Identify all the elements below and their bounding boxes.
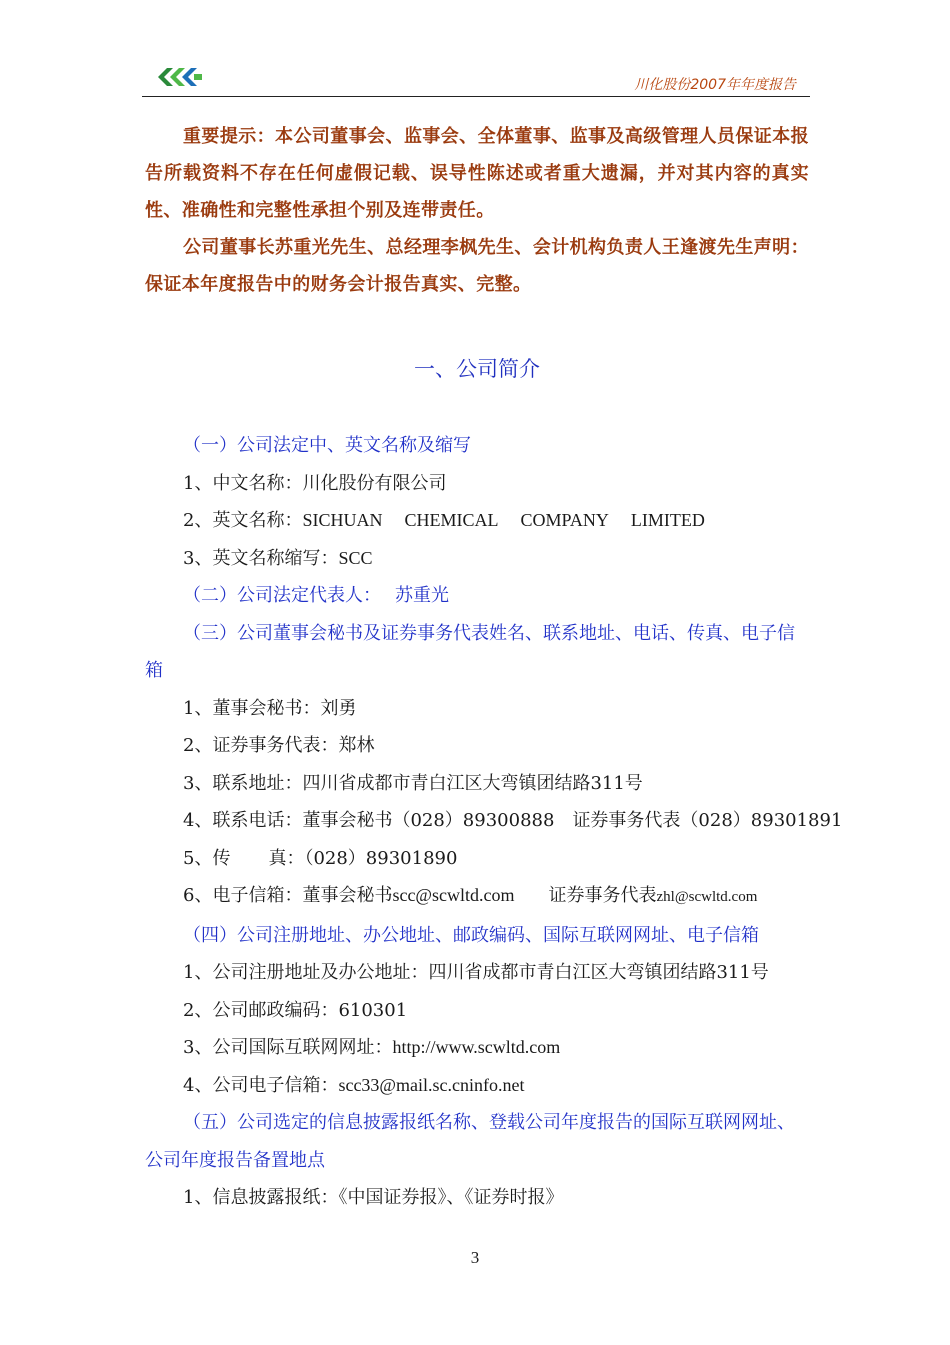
contact-phone-rep: 证券事务代表（028）89301891 [572, 810, 843, 831]
company-email-line [145, 1067, 809, 1105]
subsection-5-title: （五）公司选定的信息披露报纸名称、登载公司年度报告的国际互联网网址、公司年度报告备置地点 [145, 1112, 795, 1171]
contact-address-value: 四川省成都市青白江区大弯镇团结路311号 [302, 772, 643, 794]
email-rep-value: zhl@scwltd.com [656, 889, 758, 905]
chinese-name-line [145, 465, 809, 503]
disclosure-paper-line [145, 1179, 809, 1217]
page-content [145, 118, 843, 1217]
website-value: http://www.scwltd.com [392, 1037, 561, 1057]
disclosure-paper-value: 《中国证券报》、《证券时报》 [338, 1187, 564, 1208]
subsection-4-title: （四）公司注册地址、办公地址、邮政编码、国际互联网网址、电子信箱 [183, 924, 759, 946]
page-header [142, 62, 810, 97]
english-name-word: LIMITED [630, 510, 705, 530]
page-number: 3 [470, 1248, 480, 1267]
website-label: 3、公司国际互联网网址： [183, 1037, 393, 1058]
email-line [145, 877, 809, 917]
board-secretary-line [145, 690, 809, 728]
postal-code-value: 610301 [338, 999, 408, 1021]
english-name-label: 2、英文名称： [183, 510, 303, 531]
registered-address-line [145, 954, 809, 992]
english-abbr-label: 3、英文名称缩写： [183, 547, 339, 569]
email-secretary-value: scc@scwltd.com [392, 885, 515, 905]
english-name-word: CHEMICAL [404, 510, 499, 530]
subsection-2-title [145, 577, 809, 615]
securities-rep-value: 郑林 [338, 735, 375, 756]
contact-address-label: 3、联系地址： [183, 772, 303, 794]
securities-rep-line [145, 727, 809, 765]
fax-value: （028）89301890 [304, 847, 458, 869]
legal-rep-value: 苏重光 [395, 585, 449, 606]
english-abbr-line [145, 540, 809, 578]
contact-address-line [145, 765, 809, 803]
email-secretary-label: 董事会秘书 [302, 885, 393, 906]
english-name-word: COMPANY [520, 510, 609, 530]
disclosure-paper-label: 1、信息披露报纸： [183, 1187, 339, 1208]
chairman-statement: 公司董事长苏重光先生、总经理李枫先生、会计机构负责人王逢渡先生声明：保证本年度报告中的财务会计报告真实、完整。 [145, 237, 809, 295]
postal-code-label: 2、公司邮政编码： [183, 999, 339, 1021]
chinese-name-label: 1、中文名称： [183, 472, 303, 494]
subsection-3-title: （三）公司董事会秘书及证券事务代表姓名、联系地址、电话、传真、电子信箱 [145, 622, 795, 681]
header-title: 川化股份2007年年度报告 [634, 77, 796, 93]
chinese-name-value: 川化股份有限公司 [302, 472, 447, 494]
english-name-line [145, 502, 809, 540]
email-rep-label: 证券事务代表 [548, 885, 657, 906]
important-notice: 重要提示：本公司董事会、监事会、全体董事、监事及高级管理人员保证本报告所载资料不存在任何虚假记载、误导性陈述或者重大遗漏，并对其内容的真实性、准确性和完整性承担个别及连带责任。 [145, 126, 809, 221]
english-name-word: SICHUAN [302, 510, 383, 530]
section-title: 一、公司简介 [414, 357, 540, 381]
registered-address-value: 四川省成都市青白江区大弯镇团结路311号 [428, 962, 769, 983]
contact-phone-secretary: 董事会秘书（028）89300888 [302, 810, 555, 831]
fax-label-a: 5、传 [183, 847, 231, 869]
fax-line [145, 840, 809, 878]
board-secretary-value: 刘勇 [320, 697, 357, 719]
contact-phone-label: 4、联系电话： [183, 810, 303, 831]
website-line [145, 1029, 809, 1067]
registered-address-label: 1、公司注册地址及办公地址： [183, 962, 429, 983]
contact-phone-line [145, 802, 843, 840]
legal-rep-label: （二）公司法定代表人： [183, 585, 381, 606]
company-email-value: scc33@mail.sc.cninfo.net [338, 1074, 525, 1095]
fax-label-b: 真： [268, 847, 305, 869]
email-label: 6、电子信箱： [183, 885, 303, 906]
subsection-1-title: （一）公司法定中、英文名称及缩写 [183, 435, 471, 456]
english-abbr-value: SCC [338, 547, 373, 568]
postal-code-line [145, 992, 809, 1030]
company-logo-icon [156, 66, 204, 88]
securities-rep-label: 2、证券事务代表： [183, 735, 339, 756]
company-email-label: 4、公司电子信箱： [183, 1074, 339, 1096]
board-secretary-label: 1、董事会秘书： [183, 697, 321, 719]
